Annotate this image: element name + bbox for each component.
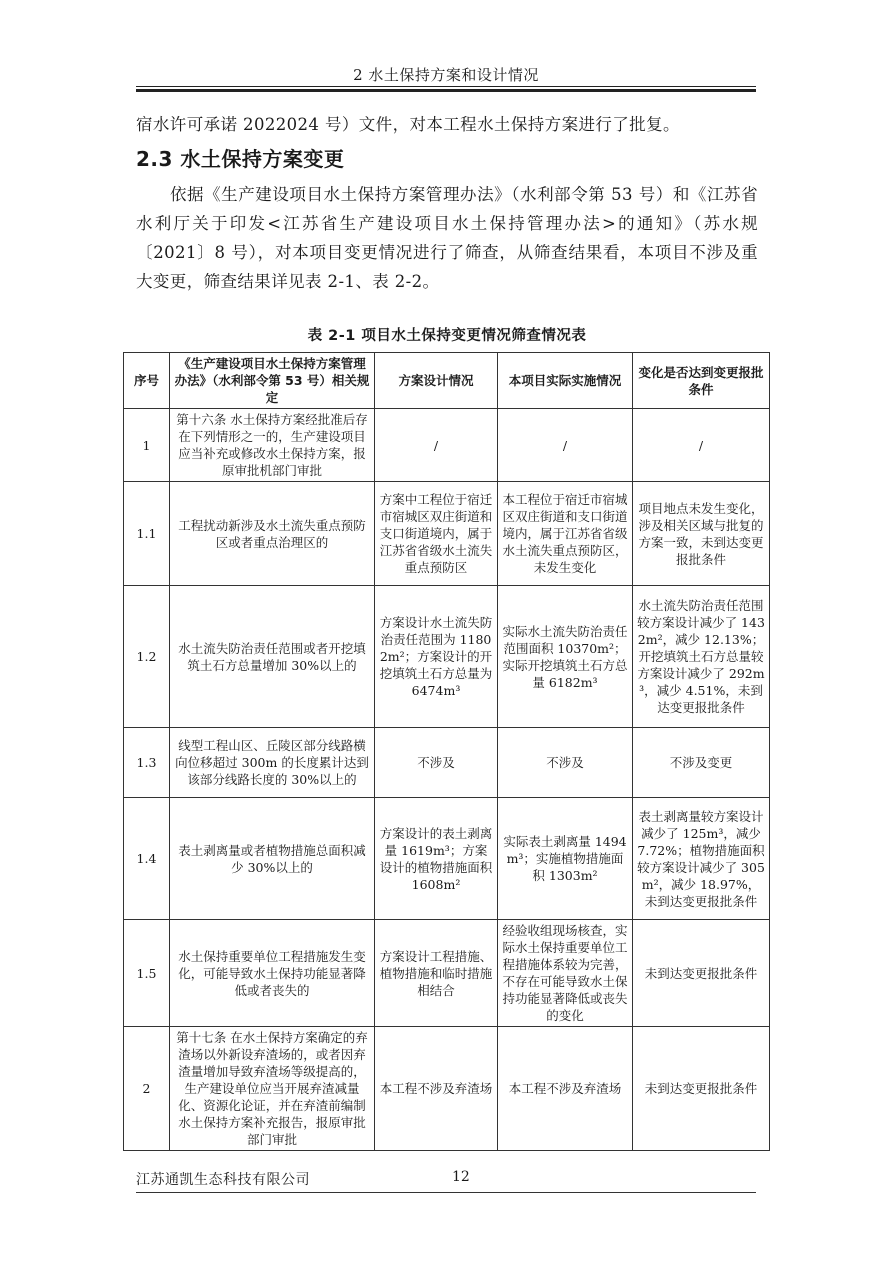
row-design: 方案设计工程措施、植物措施和临时措施相结合 <box>375 920 498 1027</box>
row-no: 1.1 <box>124 482 170 586</box>
row-actual: 不涉及 <box>498 728 633 798</box>
table-row <box>124 409 770 482</box>
row-no: 2 <box>124 1027 170 1151</box>
screening-table <box>123 352 770 1151</box>
row-rule: 表土剥离量或者植物措施总面积减少 30%以上的 <box>170 798 375 920</box>
page-number: 12 <box>452 1169 470 1185</box>
row-actual: / <box>498 409 633 482</box>
page-header: 2 水土保持方案和设计情况 <box>353 66 539 84</box>
table-row <box>124 482 770 586</box>
header-design: 方案设计情况 <box>375 353 498 409</box>
row-rule: 第十七条 在水土保持方案确定的弃渣场以外新设弃渣场的，或者因弃渣量增加导致弃渣场等级提高的，生产建设单位应当开展弃渣减量化、资源化论证，并在弃渣前编制水土保持方案补充报告，报原审批部门审批 <box>170 1027 375 1151</box>
row-rule: 水土流失防治责任范围或者开挖填筑土石方总量增加 30%以上的 <box>170 586 375 728</box>
header-no: 序号 <box>124 353 170 409</box>
row-change: 项目地点未发生变化，涉及相关区域与批复的方案一致，未到达变更报批条件 <box>633 482 770 586</box>
table-row <box>124 586 770 728</box>
body-paragraph: 依据《生产建设项目水土保持方案管理办法》（水利部令第 53 号）和《江苏省水利厅关于印发<江苏省生产建设项目水土保持管理办法>的通知》（苏水规〔2021〕8 号），对本项目变更情况进行了筛查，从筛查结果看，本项目不涉及重大变更，筛查结果详见表 2-1、表 2-2。 <box>136 185 758 291</box>
header-actual: 本项目实际实施情况 <box>498 353 633 409</box>
row-no: 1 <box>124 409 170 482</box>
row-design: 方案中工程位于宿迁市宿城区双庄街道和支口街道境内，属于江苏省省级水土流失重点预防区 <box>375 482 498 586</box>
row-actual: 本工程不涉及弃渣场 <box>498 1027 633 1151</box>
row-change: 未到达变更报批条件 <box>633 920 770 1027</box>
section-heading: 2.3 水土保持方案变更 <box>136 147 345 171</box>
row-change: 未到达变更报批条件 <box>633 1027 770 1151</box>
row-design: 方案设计的表土剥离量 1619m³；方案设计的植物措施面积 1608m² <box>375 798 498 920</box>
table-row <box>124 728 770 798</box>
row-actual: 实际表土剥离量 1494m³；实施植物措施面积 1303m² <box>498 798 633 920</box>
table-row <box>124 920 770 1027</box>
row-no: 1.3 <box>124 728 170 798</box>
row-design: 本工程不涉及弃渣场 <box>375 1027 498 1151</box>
row-change: 不涉及变更 <box>633 728 770 798</box>
row-change: 表土剥离量较方案设计减少了 125m³，减少 7.72%；植物措施面积较方案设计减少了 305m²，减少 18.97%，未到达变更报批条件 <box>633 798 770 920</box>
row-design: / <box>375 409 498 482</box>
row-no: 1.4 <box>124 798 170 920</box>
table-caption: 表 2-1 项目水土保持变更情况筛查情况表 <box>307 328 587 344</box>
row-rule: 工程扰动新涉及水土流失重点预防区或者重点治理区的 <box>170 482 375 586</box>
row-rule: 第十六条 水土保持方案经批准后存在下列情形之一的，生产建设项目应当补充或修改水土保持方案，报原审批机部门审批 <box>170 409 375 482</box>
row-actual: 本工程位于宿迁市宿城区双庄街道和支口街道境内，属于江苏省省级水土流失重点预防区，未发生变化 <box>498 482 633 586</box>
table-header-row <box>124 353 770 409</box>
footer-rule <box>136 1192 756 1193</box>
header-change: 变化是否达到变更报批条件 <box>633 353 770 409</box>
row-change: / <box>633 409 770 482</box>
row-no: 1.2 <box>124 586 170 728</box>
row-design: 方案设计水土流失防治责任范围为 11802m²；方案设计的开挖填筑土石方总量为 6474m³ <box>375 586 498 728</box>
row-change: 水土流失防治责任范围较方案设计减少了 1432m²，减少 12.13%；开挖填筑土石方总量较方案设计减少了 292m³，减少 4.51%，未到达变更报批条件 <box>633 586 770 728</box>
row-actual: 经验收组现场核查，实际水土保持重要单位工程措施体系较为完善，不存在可能导致水土保持功能显著降低或丧失的变化 <box>498 920 633 1027</box>
row-rule: 水土保持重要单位工程措施发生变化，可能导致水土保持功能显著降低或者丧失的 <box>170 920 375 1027</box>
header-rule-bold <box>136 89 756 92</box>
row-rule: 线型工程山区、丘陵区部分线路横向位移超过 300m 的长度累计达到该部分线路长度的 30%以上的 <box>170 728 375 798</box>
row-design: 不涉及 <box>375 728 498 798</box>
footer-company: 江苏通凯生态科技有限公司 <box>136 1172 310 1188</box>
header-rule: 《生产建设项目水土保持方案管理办法》（水利部令第 53 号）相关规定 <box>170 353 375 409</box>
intro-line: 宿水许可承诺 2022024 号）文件，对本工程水土保持方案进行了批复。 <box>136 115 680 134</box>
table-row <box>124 1027 770 1151</box>
header-rule <box>136 86 756 87</box>
row-actual: 实际水土流失防治责任范围面积 10370m²；实际开挖填筑土石方总量 6182m³ <box>498 586 633 728</box>
table-row <box>124 798 770 920</box>
row-no: 1.5 <box>124 920 170 1027</box>
